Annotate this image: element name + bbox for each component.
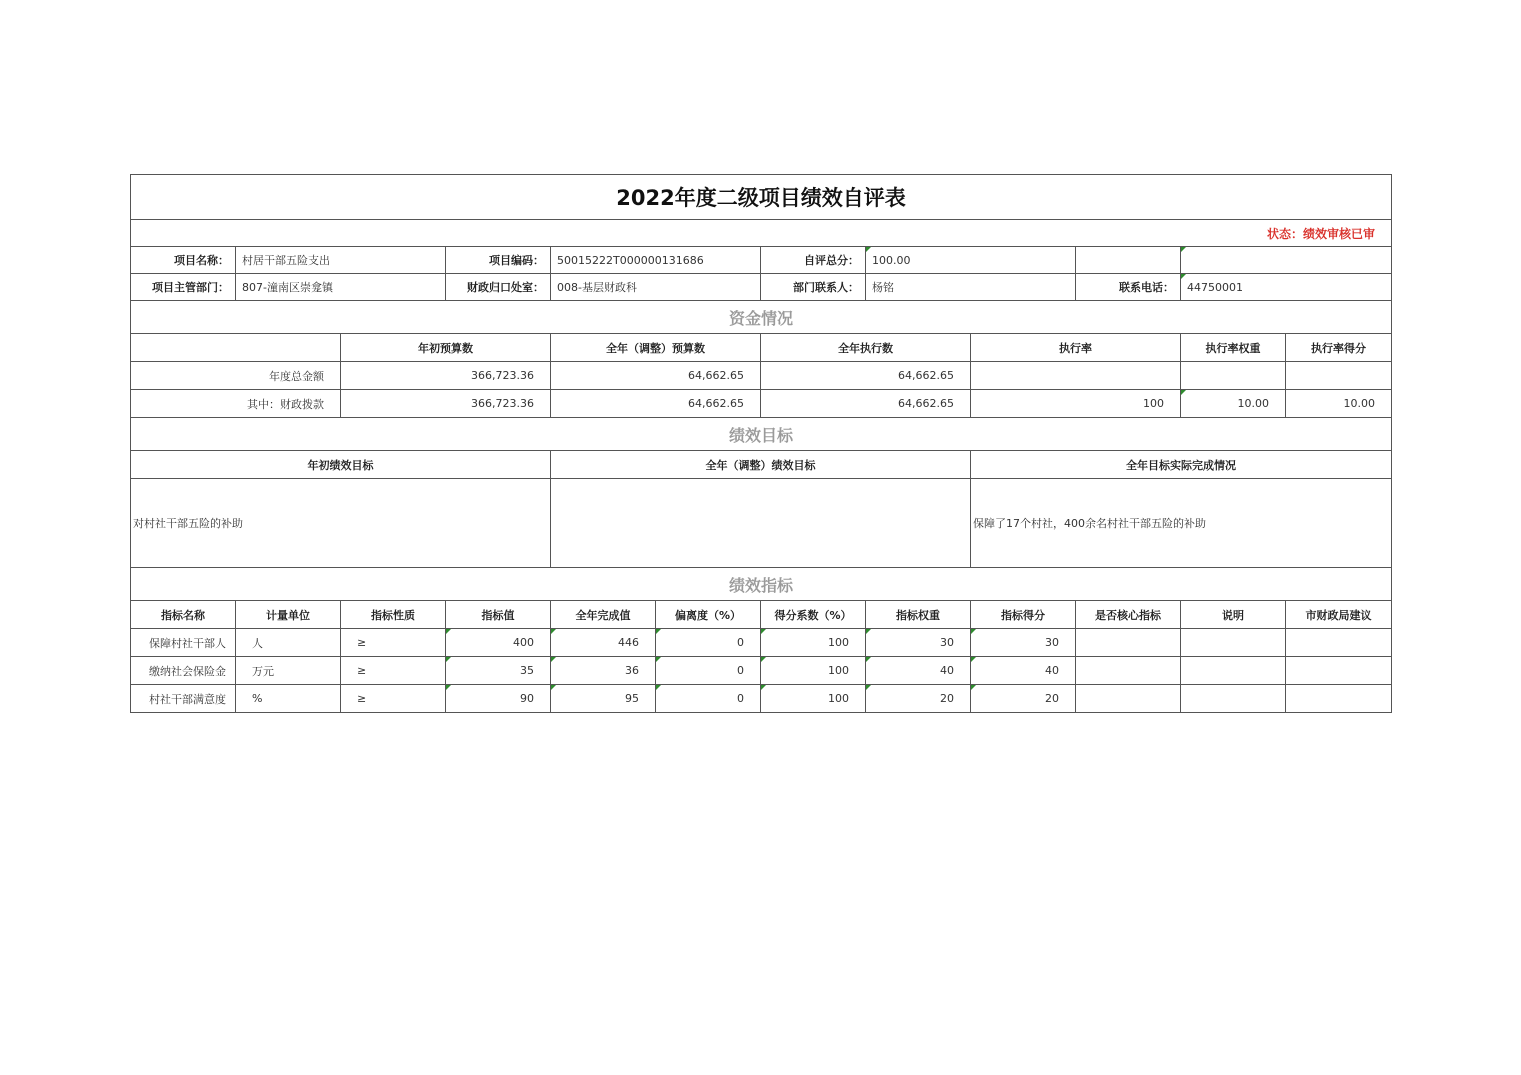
col-header-score: 指标得分 xyxy=(971,601,1076,629)
actual-completion-text: 保障了17个村社，400余名村社干部五险的补助 xyxy=(971,479,1392,568)
project-code-label: 项目编码： xyxy=(446,247,551,274)
funds-weight-value: 10.00 xyxy=(1181,390,1286,418)
indicator-row xyxy=(131,685,1392,713)
funds-rate-value xyxy=(971,362,1181,390)
indicator-name: 保障村社干部人 xyxy=(131,629,236,657)
empty-cell xyxy=(1076,247,1181,274)
col-header-target: 指标值 xyxy=(446,601,551,629)
indicator-advice xyxy=(1286,657,1392,685)
indicator-nature: ≥ xyxy=(341,629,446,657)
col-header-actual: 全年完成值 xyxy=(551,601,656,629)
indicator-note xyxy=(1181,657,1286,685)
empty-cell xyxy=(1181,247,1392,274)
self-score-value: 100.00 xyxy=(866,247,1076,274)
indicator-weight: 40 xyxy=(866,657,971,685)
col-header-rate-score: 执行率得分 xyxy=(1286,334,1392,362)
indicator-target: 400 xyxy=(446,629,551,657)
funds-weight-value xyxy=(1181,362,1286,390)
funds-adjusted-value: 64,662.65 xyxy=(551,390,761,418)
indicator-core xyxy=(1076,657,1181,685)
col-header-unit: 计量单位 xyxy=(236,601,341,629)
col-header-advice: 市财政局建议 xyxy=(1286,601,1392,629)
indicator-core xyxy=(1076,685,1181,713)
indicator-deviation: 0 xyxy=(656,685,761,713)
indicator-name: 村社干部满意度 xyxy=(131,685,236,713)
indicator-coefficient: 100 xyxy=(761,685,866,713)
col-header-executed: 全年执行数 xyxy=(761,334,971,362)
indicator-note xyxy=(1181,685,1286,713)
funds-rate-value: 100 xyxy=(971,390,1181,418)
col-header-deviation: 偏离度（%） xyxy=(656,601,761,629)
funds-score-value xyxy=(1286,362,1392,390)
adjusted-goal-text xyxy=(551,479,971,568)
indicator-deviation: 0 xyxy=(656,657,761,685)
funds-row xyxy=(131,390,1392,418)
finance-label: 财政归口处室： xyxy=(446,274,551,301)
funds-initial-value: 366,723.36 xyxy=(341,390,551,418)
indicator-score: 30 xyxy=(971,629,1076,657)
indicator-advice xyxy=(1286,629,1392,657)
col-header-rate-weight: 执行率权重 xyxy=(1181,334,1286,362)
self-score-label: 自评总分： xyxy=(761,247,866,274)
col-header-adjusted-budget: 全年（调整）预算数 xyxy=(551,334,761,362)
col-header-initial-budget: 年初预算数 xyxy=(341,334,551,362)
indicator-target: 90 xyxy=(446,685,551,713)
funds-adjusted-value: 64,662.65 xyxy=(551,362,761,390)
form-title: 2022年度二级项目绩效自评表 xyxy=(131,175,1392,220)
col-header-adjusted-goal: 全年（调整）绩效目标 xyxy=(551,451,971,479)
indicator-score: 20 xyxy=(971,685,1076,713)
col-header-core: 是否核心指标 xyxy=(1076,601,1181,629)
project-code-value: 50015222T000000131686 xyxy=(551,247,761,274)
indicator-weight: 20 xyxy=(866,685,971,713)
indicator-advice xyxy=(1286,685,1392,713)
indicator-target: 35 xyxy=(446,657,551,685)
status-badge: 状态：绩效审核已审 xyxy=(131,220,1392,247)
indicator-unit: 人 xyxy=(236,629,341,657)
col-header-indicator-name: 指标名称 xyxy=(131,601,236,629)
contact-label: 部门联系人： xyxy=(761,274,866,301)
indicators-section-heading: 绩效指标 xyxy=(131,568,1392,601)
project-name-label: 项目名称： xyxy=(131,247,236,274)
phone-value: 44750001 xyxy=(1181,274,1392,301)
indicator-weight: 30 xyxy=(866,629,971,657)
col-header-exec-rate: 执行率 xyxy=(971,334,1181,362)
contact-value: 杨铭 xyxy=(866,274,1076,301)
dept-label: 项目主管部门： xyxy=(131,274,236,301)
funds-row xyxy=(131,362,1392,390)
indicator-score: 40 xyxy=(971,657,1076,685)
indicator-deviation: 0 xyxy=(656,629,761,657)
indicator-row xyxy=(131,629,1392,657)
empty-cell xyxy=(131,334,341,362)
col-header-coefficient: 得分系数（%） xyxy=(761,601,866,629)
col-header-weight: 指标权重 xyxy=(866,601,971,629)
initial-goal-text: 对村社干部五险的补助 xyxy=(131,479,551,568)
funds-score-value: 10.00 xyxy=(1286,390,1392,418)
indicator-unit: % xyxy=(236,685,341,713)
phone-label: 联系电话： xyxy=(1076,274,1181,301)
indicator-actual: 446 xyxy=(551,629,656,657)
indicator-core xyxy=(1076,629,1181,657)
col-header-nature: 指标性质 xyxy=(341,601,446,629)
funds-row-label: 其中：财政拨款 xyxy=(131,390,341,418)
indicator-coefficient: 100 xyxy=(761,657,866,685)
indicator-unit: 万元 xyxy=(236,657,341,685)
indicator-name: 缴纳社会保险金 xyxy=(131,657,236,685)
col-header-actual-completion: 全年目标实际完成情况 xyxy=(971,451,1392,479)
indicator-note xyxy=(1181,629,1286,657)
col-header-note: 说明 xyxy=(1181,601,1286,629)
indicator-nature: ≥ xyxy=(341,685,446,713)
goals-section-heading: 绩效目标 xyxy=(131,418,1392,451)
finance-value: 008-基层财政科 xyxy=(551,274,761,301)
self-evaluation-form xyxy=(130,174,1392,713)
funds-executed-value: 64,662.65 xyxy=(761,390,971,418)
indicator-actual: 95 xyxy=(551,685,656,713)
indicator-actual: 36 xyxy=(551,657,656,685)
indicator-coefficient: 100 xyxy=(761,629,866,657)
indicator-nature: ≥ xyxy=(341,657,446,685)
col-header-initial-goal: 年初绩效目标 xyxy=(131,451,551,479)
funds-row-label: 年度总金额 xyxy=(131,362,341,390)
funds-section-heading: 资金情况 xyxy=(131,301,1392,334)
indicator-row xyxy=(131,657,1392,685)
funds-initial-value: 366,723.36 xyxy=(341,362,551,390)
funds-executed-value: 64,662.65 xyxy=(761,362,971,390)
project-name-value: 村居干部五险支出 xyxy=(236,247,446,274)
dept-value: 807-潼南区崇龛镇 xyxy=(236,274,446,301)
